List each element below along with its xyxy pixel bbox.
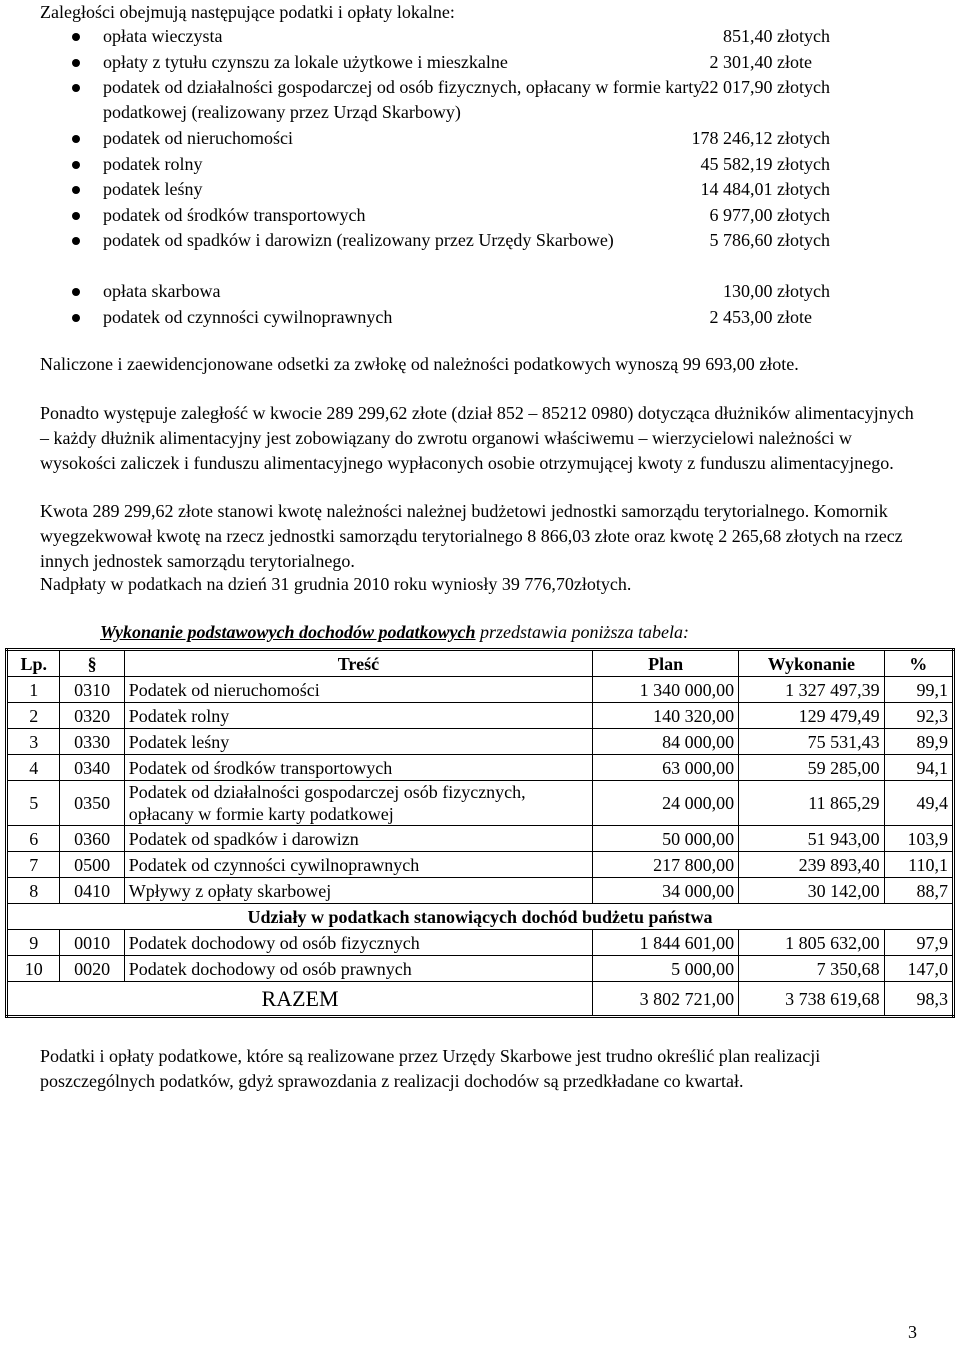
table-row bbox=[7, 826, 954, 852]
table-section bbox=[7, 904, 954, 930]
row-name: Podatek od działalności gospodarczej osób fizycznych, opłacany w formie karty podatkowej bbox=[124, 781, 592, 826]
table-row bbox=[7, 755, 954, 781]
section-title: Udziały w podatkach stanowiących dochód budżetu państwa bbox=[7, 904, 954, 930]
row-lp: 10 bbox=[7, 956, 60, 982]
row-lp: 6 bbox=[7, 826, 60, 852]
bullet-icon bbox=[72, 84, 80, 92]
total-percent: 98,3 bbox=[884, 982, 953, 1017]
arrears-value: 22 017,90 złotych bbox=[700, 77, 830, 97]
row-paragraph: 0020 bbox=[60, 956, 124, 982]
row-paragraph: 0360 bbox=[60, 826, 124, 852]
arrears-label: podatek od spadków i darowizn (realizowany przez Urzędy Skarbowe) bbox=[103, 230, 614, 250]
arrears-label: podatek od nieruchomości bbox=[103, 128, 293, 148]
interest-paragraph bbox=[40, 352, 920, 377]
row-percent: 89,9 bbox=[884, 729, 953, 755]
row-name: Podatek dochodowy od osób fizycznych bbox=[124, 930, 592, 956]
arrears-item bbox=[0, 203, 960, 229]
paragraph-overpayment: Nadpłaty w podatkach na dzień 31 grudnia 2010 roku wyniosły 39 776,70złotych. bbox=[40, 574, 632, 594]
row-lp: 4 bbox=[7, 755, 60, 781]
row-execution: 1 805 632,00 bbox=[739, 930, 884, 956]
header-percent: % bbox=[884, 650, 953, 677]
bullet-icon bbox=[72, 212, 80, 220]
row-paragraph: 0500 bbox=[60, 852, 124, 878]
row-plan: 217 800,00 bbox=[593, 852, 739, 878]
arrears-value: 6 977,00 złotych bbox=[709, 204, 830, 225]
row-lp: 8 bbox=[7, 878, 60, 904]
row-percent: 97,9 bbox=[884, 930, 953, 956]
row-plan: 84 000,00 bbox=[593, 729, 739, 755]
bullet-icon bbox=[72, 161, 80, 169]
table-row bbox=[7, 781, 954, 826]
paragraph-alimony: Ponadto występuje zaległość w kwocie 289 299,62 złote (dział 852 – 85212 0980) dotycząca dłużników alimentacyjnych – każdy dłużnik alimentacyjny jest zobowiązany do zwrotu organowi właściwemu – wierzycielowi należności w wysokości zaliczek i funduszu alimentacyjnego wypłaconych osobie otrzymującej kwoty z funduszu alimentacyjnego. bbox=[40, 403, 914, 473]
row-percent: 92,3 bbox=[884, 703, 953, 729]
arrears-label: opłata wieczysta bbox=[103, 26, 223, 46]
total-plan: 3 802 721,00 bbox=[593, 982, 739, 1017]
row-plan: 24 000,00 bbox=[593, 781, 739, 826]
bullet-icon bbox=[72, 59, 80, 67]
row-execution: 129 479,49 bbox=[739, 703, 884, 729]
header-paragraph: § bbox=[60, 650, 124, 677]
header-name: Treść bbox=[124, 650, 592, 677]
row-percent: 110,1 bbox=[884, 852, 953, 878]
arrears-value: 130,00 złotych bbox=[723, 281, 830, 301]
row-percent: 147,0 bbox=[884, 956, 953, 982]
bullet-icon bbox=[72, 237, 80, 245]
row-plan: 5 000,00 bbox=[593, 956, 739, 982]
row-name: Podatek od środków transportowych bbox=[124, 755, 592, 781]
row-execution: 1 327 497,39 bbox=[739, 677, 884, 703]
row-execution: 11 865,29 bbox=[739, 781, 884, 826]
table-row bbox=[7, 852, 954, 878]
arrears-item bbox=[0, 228, 960, 279]
table-row bbox=[7, 930, 954, 956]
table-total bbox=[7, 982, 954, 1017]
arrears-value: 5 786,60 złotych bbox=[709, 230, 830, 250]
arrears-list bbox=[0, 24, 960, 330]
row-plan: 1 340 000,00 bbox=[593, 677, 739, 703]
row-name: Podatek leśny bbox=[124, 729, 592, 755]
alimony-paragraph bbox=[40, 401, 920, 476]
row-percent: 49,4 bbox=[884, 781, 953, 826]
overpayment-paragraph bbox=[40, 572, 920, 597]
caption-rest: przedstawia poniższa tabela: bbox=[475, 622, 690, 642]
table-header-row bbox=[7, 650, 954, 677]
table-row bbox=[7, 677, 954, 703]
row-name: Podatek od nieruchomości bbox=[124, 677, 592, 703]
closing-paragraph bbox=[40, 1044, 920, 1094]
row-name: Podatek od spadków i darowizn bbox=[124, 826, 592, 852]
row-execution: 75 531,43 bbox=[739, 729, 884, 755]
row-plan: 1 844 601,00 bbox=[593, 930, 739, 956]
arrears-value: 14 484,01 złotych bbox=[700, 179, 830, 199]
page-number: 3 bbox=[908, 1322, 917, 1342]
row-paragraph: 0330 bbox=[60, 729, 124, 755]
row-paragraph: 0310 bbox=[60, 677, 124, 703]
row-percent: 88,7 bbox=[884, 878, 953, 904]
arrears-item bbox=[0, 24, 960, 50]
row-plan: 50 000,00 bbox=[593, 826, 739, 852]
arrears-item bbox=[0, 279, 960, 305]
arrears-value: 178 246,12 złotych bbox=[691, 128, 830, 148]
total-label: RAZEM bbox=[7, 982, 593, 1017]
arrears-item bbox=[0, 152, 960, 178]
bailiff-paragraph bbox=[40, 499, 920, 574]
row-plan: 34 000,00 bbox=[593, 878, 739, 904]
row-paragraph: 0410 bbox=[60, 878, 124, 904]
arrears-item bbox=[0, 50, 960, 76]
row-percent: 99,1 bbox=[884, 677, 953, 703]
table-body-shares bbox=[7, 930, 954, 982]
row-execution: 239 893,40 bbox=[739, 852, 884, 878]
arrears-value: 45 582,19 złotych bbox=[700, 153, 830, 174]
row-lp: 3 bbox=[7, 729, 60, 755]
row-paragraph: 0320 bbox=[60, 703, 124, 729]
arrears-item bbox=[0, 126, 960, 152]
table-caption bbox=[100, 620, 689, 645]
row-execution: 30 142,00 bbox=[739, 878, 884, 904]
bullet-icon bbox=[72, 135, 80, 143]
table-row bbox=[7, 956, 954, 982]
arrears-item bbox=[0, 75, 960, 126]
arrears-value: 851,40 złotych bbox=[723, 26, 830, 46]
table-body bbox=[7, 677, 954, 904]
intro-text: Zaległości obejmują następujące podatki i opłaty lokalne: bbox=[40, 2, 455, 22]
row-lp: 2 bbox=[7, 703, 60, 729]
row-lp: 1 bbox=[7, 677, 60, 703]
arrears-value: 2 453,00 złote bbox=[709, 306, 812, 327]
row-plan: 63 000,00 bbox=[593, 755, 739, 781]
arrears-value: 2 301,40 złote bbox=[709, 51, 812, 72]
header-lp: Lp. bbox=[7, 650, 60, 677]
table-row bbox=[7, 878, 954, 904]
table-row bbox=[7, 703, 954, 729]
bullet-icon bbox=[72, 314, 80, 322]
arrears-label: podatek od czynności cywilnoprawnych bbox=[103, 306, 393, 327]
row-execution: 51 943,00 bbox=[739, 826, 884, 852]
bullet-icon bbox=[72, 186, 80, 194]
row-name: Wpływy z opłaty skarbowej bbox=[124, 878, 592, 904]
row-execution: 59 285,00 bbox=[739, 755, 884, 781]
section-row bbox=[7, 904, 954, 930]
row-paragraph: 0010 bbox=[60, 930, 124, 956]
total-row bbox=[7, 982, 954, 1017]
row-lp: 9 bbox=[7, 930, 60, 956]
paragraph-closing: Podatki i opłaty podatkowe, które są realizowane przez Urzędy Skarbowe jest trudno określić plan realizacji poszczególnych podatków, gdyż sprawozdania z realizacji dochodów są przedkładane co kwartał. bbox=[40, 1046, 821, 1091]
arrears-item bbox=[0, 305, 960, 331]
row-lp: 7 bbox=[7, 852, 60, 878]
table-row bbox=[7, 729, 954, 755]
paragraph-bailiff: Kwota 289 299,62 złote stanowi kwotę należności należnej budżetowi jednostki samorządu terytorialnego. Komornik wyegzekwował kwotę na rzecz jednostki samorządu terytorialnego 8 866,03 złote oraz kwotę 2 265,68 złotych na rzecz innych jednostek samorządu terytorialnego. bbox=[40, 501, 903, 571]
row-paragraph: 0340 bbox=[60, 755, 124, 781]
row-lp: 5 bbox=[7, 781, 60, 826]
arrears-label: podatek leśny bbox=[103, 179, 203, 199]
row-execution: 7 350,68 bbox=[739, 956, 884, 982]
arrears-label: podatek od działalności gospodarczej od osób fizycznych, opłacany w formie karty podatkowej (realizowany przez Urząd Skarbowy) bbox=[103, 77, 703, 122]
row-name: Podatek dochodowy od osób prawnych bbox=[124, 956, 592, 982]
tax-income-table bbox=[5, 648, 955, 1018]
arrears-label: opłaty z tytułu czynszu za lokale użytkowe i mieszkalne bbox=[103, 51, 508, 72]
row-percent: 94,1 bbox=[884, 755, 953, 781]
row-name: Podatek od czynności cywilnoprawnych bbox=[124, 852, 592, 878]
total-execution: 3 738 619,68 bbox=[739, 982, 884, 1017]
bullet-icon bbox=[72, 288, 80, 296]
bullet-icon bbox=[72, 33, 80, 41]
row-paragraph: 0350 bbox=[60, 781, 124, 826]
caption-bold: Wykonanie podstawowych dochodów podatkowych bbox=[100, 622, 476, 642]
arrears-item bbox=[0, 177, 960, 203]
arrears-label: opłata skarbowa bbox=[103, 281, 221, 301]
header-plan: Plan bbox=[593, 650, 739, 677]
arrears-label: podatek rolny bbox=[103, 153, 203, 174]
row-percent: 103,9 bbox=[884, 826, 953, 852]
arrears-label: podatek od środków transportowych bbox=[103, 204, 366, 225]
row-name: Podatek rolny bbox=[124, 703, 592, 729]
row-plan: 140 320,00 bbox=[593, 703, 739, 729]
header-execution: Wykonanie bbox=[739, 650, 884, 677]
paragraph-interest: Naliczone i zaewidencjonowane odsetki za zwłokę od należności podatkowych wynoszą 99 693,00 złote. bbox=[40, 354, 799, 374]
